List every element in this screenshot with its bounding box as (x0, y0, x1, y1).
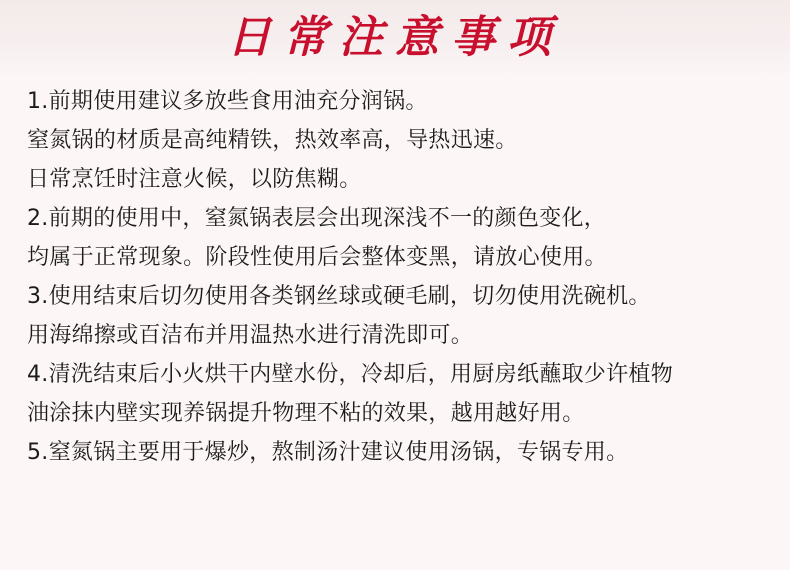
text-line-6: 3.使用结束后切勿使用各类钢丝球或硬毛刷，切勿使用洗碗机。 (27, 284, 651, 309)
text-line-1: 1.前期使用建议多放些食用油充分润锅。 (27, 89, 428, 114)
text-line-2: 窒氮锅的材质是高纯精铁，热效率高，导热迅速。 (27, 128, 518, 153)
text-line-4: 2.前期的使用中，窒氮锅表层会出现深浅不一的颜色变化， (27, 206, 607, 231)
page-title: 日常注意事项 (227, 12, 563, 63)
text-line-5: 均属于正常现象。阶段性使用后会整体变黑，请放心使用。 (27, 245, 607, 270)
text-line-7: 用海绵擦或百洁布并用温热水进行清洗即可。 (27, 323, 474, 348)
text-line-9: 油涂抹内壁实现养锅提升物理不粘的效果，越用越好用。 (27, 401, 585, 426)
instructions-body (27, 82, 787, 472)
text-line-10: 5.窒氮锅主要用于爆炒，熬制汤汁建议使用汤锅，专锅专用。 (27, 440, 629, 465)
text-line-3: 日常烹饪时注意火候，以防焦糊。 (27, 167, 362, 192)
text-line-8: 4.清洗结束后小火烘干内壁水份，冷却后，用厨房纸蘸取少许植物 (27, 362, 673, 387)
